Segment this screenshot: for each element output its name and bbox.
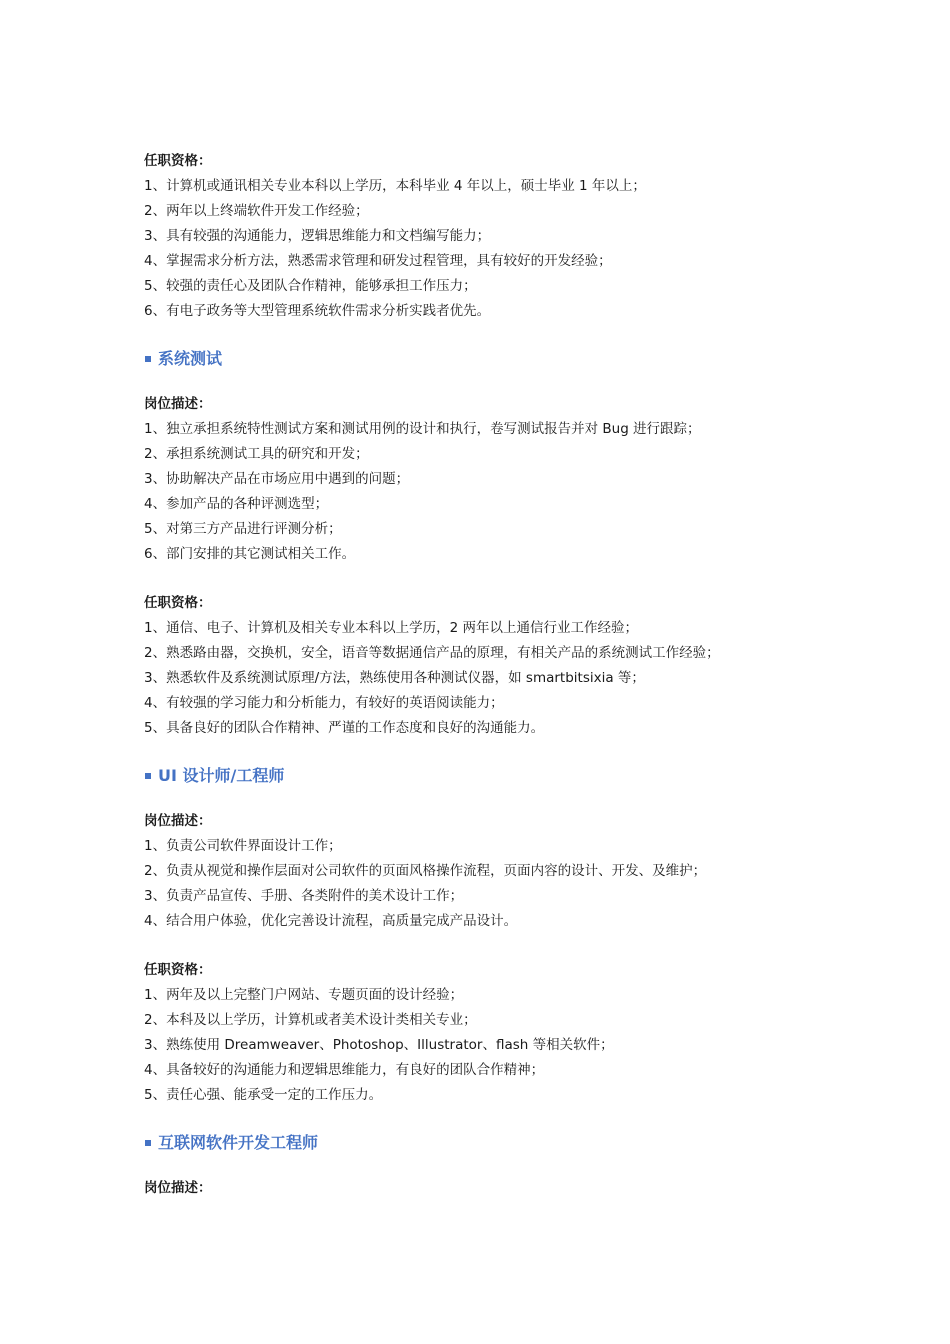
list-item: 3、熟悉软件及系统测试原理/方法，熟练使用各种测试仪器，如 smartbitsixia 等； bbox=[144, 670, 645, 686]
list-item: 1、独立承担系统特性测试方案和测试用例的设计和执行，卷写测试报告并对 Bug 进行跟踪； bbox=[144, 421, 701, 437]
list-item: 1、负责公司软件界面设计工作； bbox=[144, 838, 342, 854]
requirements-block bbox=[144, 149, 784, 324]
block-label: 岗位描述： bbox=[144, 1180, 212, 1196]
square-bullet-icon bbox=[145, 1140, 151, 1146]
list-item: 5、对第三方产品进行评测分析； bbox=[144, 521, 342, 537]
block-label: 任职资格： bbox=[144, 153, 212, 169]
square-bullet-icon bbox=[145, 356, 151, 362]
list-item: 3、协助解决产品在市场应用中遇到的问题； bbox=[144, 471, 410, 487]
list-item: 5、具备良好的团队合作精神、严谨的工作态度和良好的沟通能力。 bbox=[144, 720, 545, 736]
requirements-block bbox=[144, 958, 784, 1108]
list-item: 3、具有较强的沟通能力，逻辑思维能力和文档编写能力； bbox=[144, 228, 491, 244]
spacer bbox=[144, 567, 784, 591]
block-label: 任职资格： bbox=[144, 962, 212, 978]
list-item: 2、两年以上终端软件开发工作经验； bbox=[144, 203, 369, 219]
list-item: 4、掌握需求分析方法，熟悉需求管理和研发过程管理，具有较好的开发经验； bbox=[144, 253, 612, 269]
section-title: 系统测试 bbox=[158, 349, 223, 368]
list-item: 4、具备较好的沟通能力和逻辑思维能力，有良好的团队合作精神； bbox=[144, 1062, 545, 1078]
job-description-block bbox=[144, 809, 784, 934]
list-item: 6、部门安排的其它测试相关工作。 bbox=[144, 546, 356, 562]
list-item: 1、两年及以上完整门户网站、专题页面的设计经验； bbox=[144, 987, 464, 1003]
list-item: 2、熟悉路由器，交换机，安全，语音等数据通信产品的原理，有相关产品的系统测试工作经验； bbox=[144, 645, 720, 661]
list-item: 1、通信、电子、计算机及相关专业本科以上学历，2 两年以上通信行业工作经验； bbox=[144, 620, 638, 636]
section-heading bbox=[144, 1130, 784, 1155]
list-item: 4、有较强的学习能力和分析能力，有较好的英语阅读能力； bbox=[144, 695, 504, 711]
list-item: 4、参加产品的各种评测选型； bbox=[144, 496, 329, 512]
block-label: 岗位描述： bbox=[144, 396, 212, 412]
list-item: 2、本科及以上学历，计算机或者美术设计类相关专业； bbox=[144, 1012, 477, 1028]
requirements-block bbox=[144, 591, 784, 741]
square-bullet-icon bbox=[145, 773, 151, 779]
list-item: 3、熟练使用 Dreamweaver、Photoshop、Illustrator、flash 等相关软件； bbox=[144, 1037, 614, 1053]
block-label: 岗位描述： bbox=[144, 813, 212, 829]
section-title: UI 设计师/工程师 bbox=[158, 766, 285, 785]
document-content bbox=[144, 149, 784, 1201]
list-item: 2、承担系统测试工具的研究和开发； bbox=[144, 446, 369, 462]
list-item: 5、责任心强、能承受一定的工作压力。 bbox=[144, 1087, 383, 1103]
list-item: 4、结合用户体验，优化完善设计流程，高质量完成产品设计。 bbox=[144, 913, 518, 929]
list-item: 2、负责从视觉和操作层面对公司软件的页面风格操作流程，页面内容的设计、开发、及维护； bbox=[144, 863, 707, 879]
list-item: 6、有电子政务等大型管理系统软件需求分析实践者优先。 bbox=[144, 303, 491, 319]
section-title: 互联网软件开发工程师 bbox=[158, 1133, 319, 1152]
list-item: 1、计算机或通讯相关专业本科以上学历，本科毕业 4 年以上，硕士毕业 1 年以上； bbox=[144, 178, 646, 194]
section-heading bbox=[144, 346, 784, 371]
job-description-block bbox=[144, 392, 784, 567]
spacer bbox=[144, 934, 784, 958]
block-label: 任职资格： bbox=[144, 595, 212, 611]
list-item: 3、负责产品宣传、手册、各类附件的美术设计工作； bbox=[144, 888, 464, 904]
section-heading bbox=[144, 763, 784, 788]
job-description-block bbox=[144, 1176, 784, 1201]
list-item: 5、较强的责任心及团队合作精神，能够承担工作压力； bbox=[144, 278, 477, 294]
